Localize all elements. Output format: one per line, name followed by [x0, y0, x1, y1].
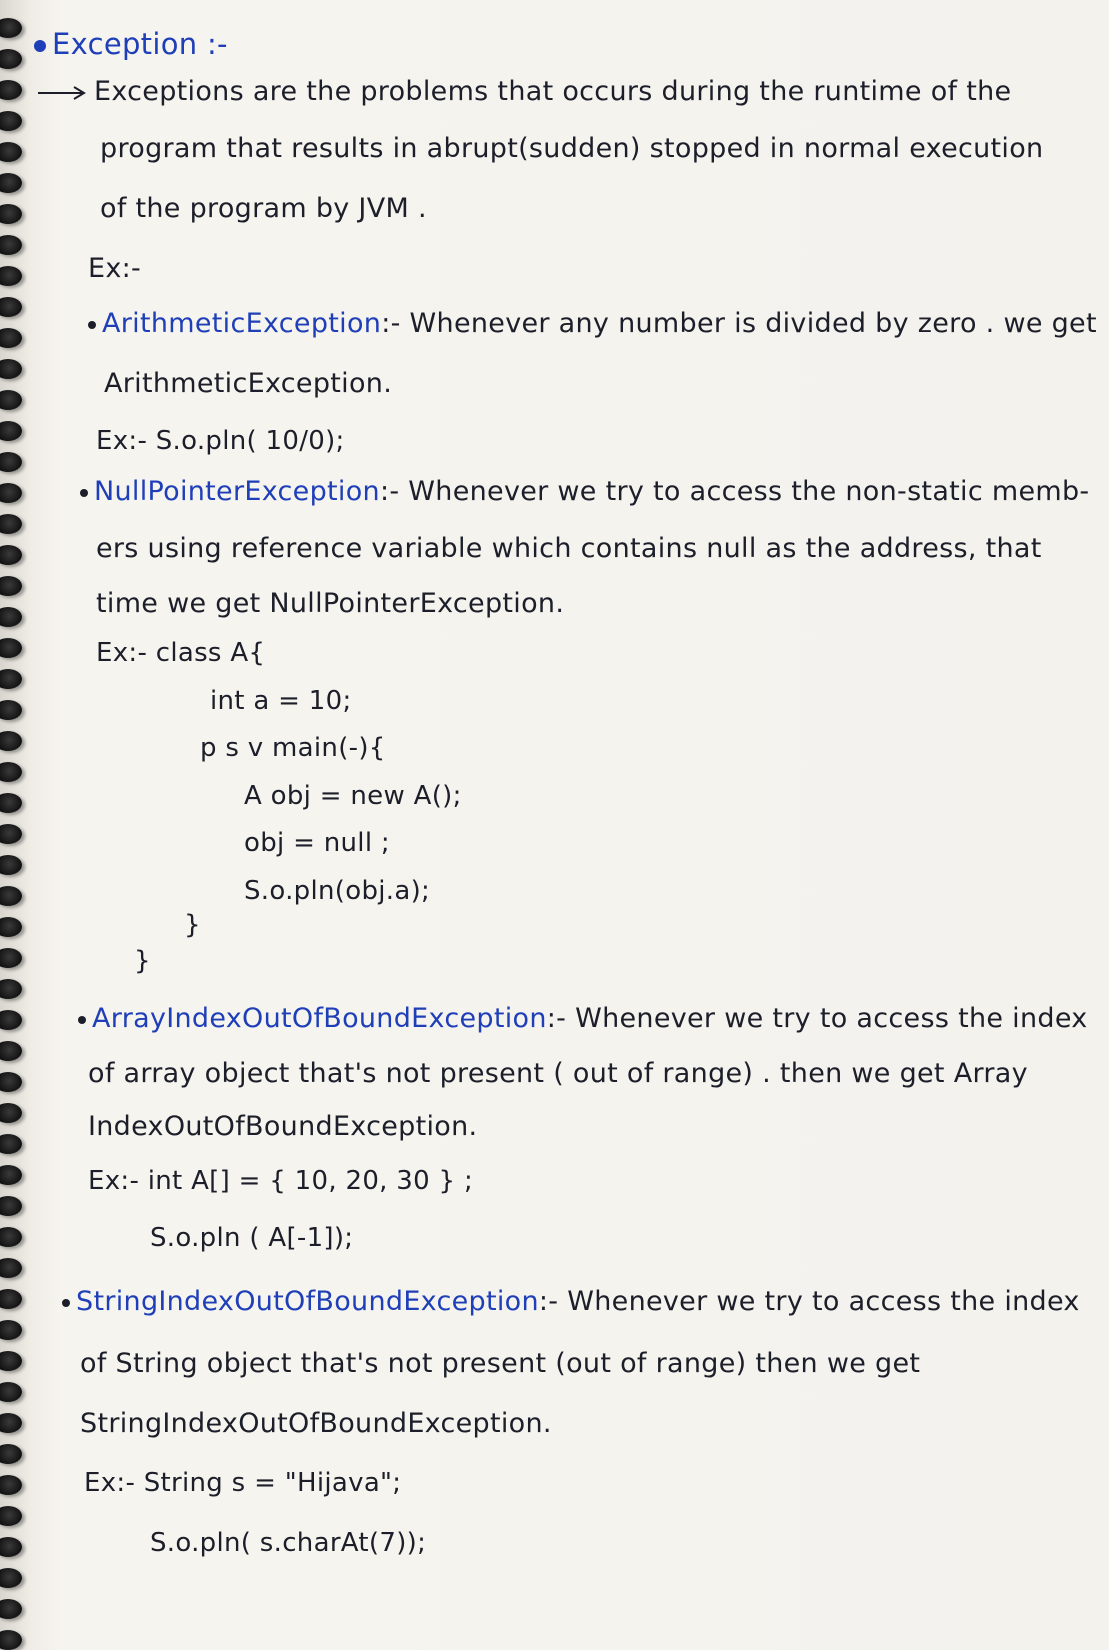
binding-ring — [0, 1134, 22, 1154]
stringindex-code-2: S.o.pln( s.charAt(7)); — [150, 1528, 427, 1558]
binding-ring — [0, 390, 22, 410]
binding-ring — [0, 731, 22, 751]
nullpointer-desc-2: ers using reference variable which contains null as the address, that — [96, 533, 1042, 564]
arrayindex-sep: :- — [546, 1003, 567, 1034]
bullet-icon — [34, 40, 46, 52]
binding-ring — [0, 576, 22, 596]
binding-ring — [0, 1382, 22, 1402]
nullpointer-code-6: S.o.pln(obj.a); — [244, 876, 431, 906]
nullpointer-code-2: int a = 10; — [210, 686, 352, 716]
binding-ring — [0, 1165, 22, 1185]
spiral-binding — [0, 0, 30, 1650]
binding-ring — [0, 514, 22, 534]
stringindex-desc-1: Whenever we try to access the index — [567, 1286, 1080, 1317]
binding-ring — [0, 297, 22, 317]
nullpointer-sep: :- — [379, 476, 400, 507]
arrayindex-desc-1: Whenever we try to access the index — [575, 1003, 1088, 1034]
binding-ring — [0, 855, 22, 875]
stringindex-sep: :- — [538, 1286, 559, 1317]
binding-ring — [0, 421, 22, 441]
binding-ring — [0, 1475, 22, 1495]
binding-ring — [0, 328, 22, 348]
binding-ring — [0, 111, 22, 131]
binding-ring — [0, 1258, 22, 1278]
definition-line-2: program that results in abrupt(sudden) stopped in normal execution — [100, 133, 1044, 164]
arrayindex-desc-3: IndexOutOfBoundException. — [88, 1111, 478, 1142]
stringindex-desc-3: StringIndexOutOfBoundException. — [80, 1408, 552, 1439]
nullpointer-code-5: obj = null ; — [244, 828, 390, 858]
binding-ring — [0, 142, 22, 162]
ex-label: Ex:- — [88, 253, 142, 284]
arithmetic-desc-1: Whenever any number is divided by zero . we get — [409, 308, 1097, 339]
binding-ring — [0, 1537, 22, 1557]
binding-ring — [0, 886, 22, 906]
binding-ring — [0, 762, 22, 782]
nullpointer-code-1: Ex:- class A{ — [96, 638, 266, 668]
arithmetic-sep: :- — [381, 308, 401, 339]
definition-line-3: of the program by JVM . — [100, 193, 427, 224]
binding-ring — [0, 452, 22, 472]
binding-ring — [0, 49, 22, 69]
binding-ring — [0, 1196, 22, 1216]
bullet-icon — [62, 1299, 70, 1307]
binding-ring — [0, 80, 22, 100]
binding-ring — [0, 700, 22, 720]
binding-ring — [0, 917, 22, 937]
binding-ring — [0, 948, 22, 968]
binding-ring — [0, 1289, 22, 1309]
binding-ring — [0, 1568, 22, 1588]
binding-ring — [0, 1010, 22, 1030]
binding-ring — [0, 607, 22, 627]
binding-ring — [0, 1599, 22, 1619]
binding-ring — [0, 1041, 22, 1061]
arithmetic-example: Ex:- S.o.pln( 10/0); — [96, 426, 345, 456]
nullpointer-code-7: } — [184, 910, 201, 940]
heading-text: Exception :- — [52, 27, 228, 61]
arrayindex-code-2: S.o.pln ( A[-1]); — [150, 1223, 354, 1253]
binding-ring — [0, 1320, 22, 1340]
arithmetic-heading — [88, 310, 1097, 337]
arrow-icon — [36, 85, 88, 101]
stringindex-code-1: Ex:- String s = "Hijava"; — [84, 1468, 402, 1498]
binding-ring — [0, 793, 22, 813]
binding-ring — [0, 483, 22, 503]
binding-ring — [0, 669, 22, 689]
binding-ring — [0, 204, 22, 224]
nullpointer-code-8: } — [134, 946, 151, 976]
binding-ring — [0, 1506, 22, 1526]
heading — [34, 27, 228, 61]
binding-ring — [0, 1413, 22, 1433]
stringindex-name: StringIndexOutOfBoundException — [76, 1286, 539, 1317]
stringindex-desc-2: of String object that's not present (out of range) then we get — [80, 1348, 921, 1379]
arithmetic-desc-2: ArithmeticException. — [104, 368, 393, 399]
stringindex-heading — [62, 1288, 1080, 1315]
nullpointer-name: NullPointerException — [94, 476, 380, 507]
binding-ring — [0, 979, 22, 999]
definition-line-1 — [36, 78, 1011, 105]
binding-ring — [0, 1227, 22, 1247]
binding-ring — [0, 1630, 22, 1650]
nullpointer-desc-3: time we get NullPointerException. — [96, 588, 565, 619]
nullpointer-code-4: A obj = new A(); — [244, 781, 462, 811]
nullpointer-desc-1: Whenever we try to access the non-static memb- — [408, 476, 1090, 507]
bullet-icon — [80, 489, 88, 497]
binding-ring — [0, 173, 22, 193]
arithmetic-name: ArithmeticException — [102, 308, 382, 339]
binding-ring — [0, 1444, 22, 1464]
binding-ring — [0, 545, 22, 565]
bullet-icon — [88, 321, 96, 329]
binding-ring — [0, 1103, 22, 1123]
bullet-icon — [78, 1016, 86, 1024]
binding-ring — [0, 18, 22, 38]
arrayindex-desc-2: of array object that's not present ( out of range) . then we get Array — [88, 1058, 1028, 1089]
arrayindex-name: ArrayIndexOutOfBoundException — [92, 1003, 547, 1034]
binding-ring — [0, 638, 22, 658]
binding-ring — [0, 1072, 22, 1092]
binding-ring — [0, 235, 22, 255]
arrayindex-heading — [78, 1005, 1088, 1032]
definition-text-1: Exceptions are the problems that occurs during the runtime of the — [94, 76, 1012, 107]
binding-ring — [0, 1351, 22, 1371]
arrayindex-code-1: Ex:- int A[] = { 10, 20, 30 } ; — [88, 1166, 474, 1196]
nullpointer-code-3: p s v main(-){ — [200, 733, 386, 763]
binding-ring — [0, 359, 22, 379]
nullpointer-heading — [80, 478, 1089, 505]
binding-ring — [0, 824, 22, 844]
binding-ring — [0, 266, 22, 286]
